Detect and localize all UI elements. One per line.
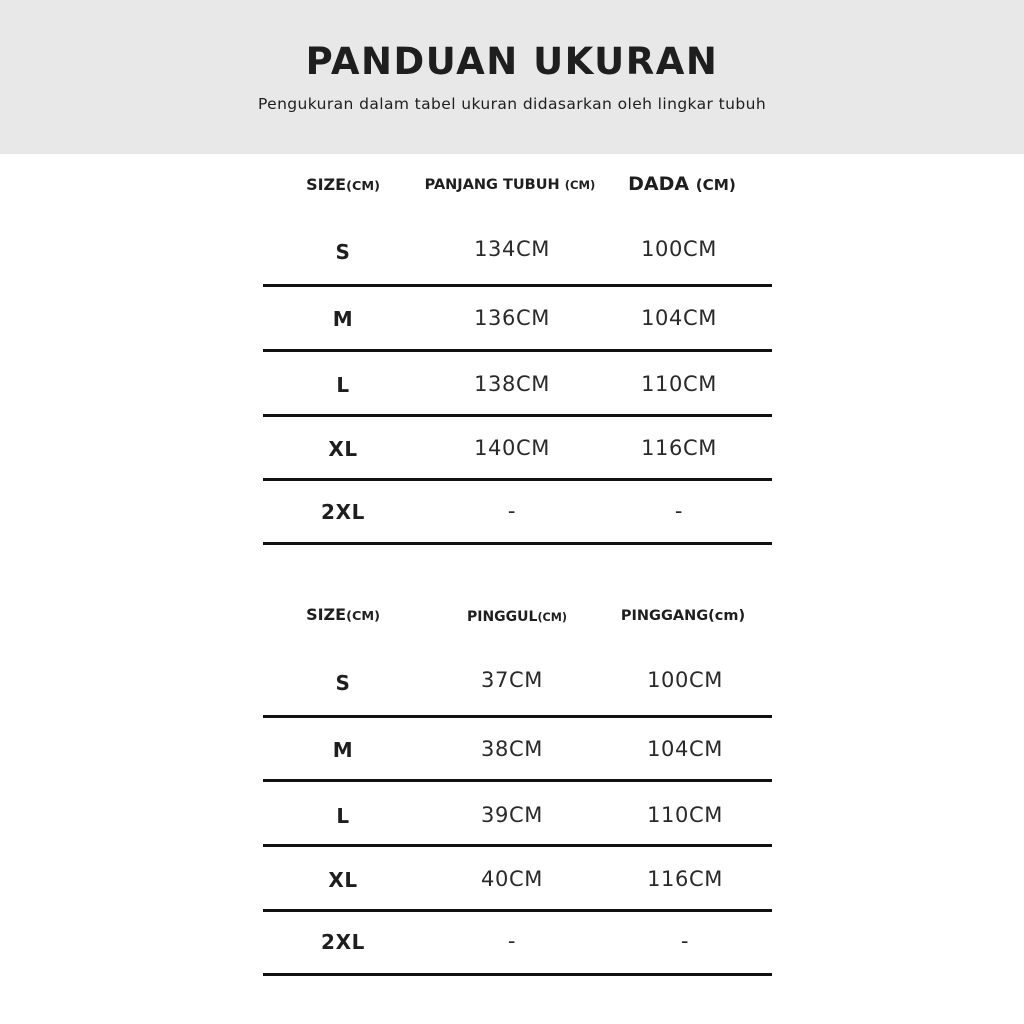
row-size: 2XL	[321, 500, 365, 524]
row-divider	[263, 909, 772, 912]
row-divider	[263, 715, 772, 718]
header-waist-label: PINGGANG	[620, 608, 709, 624]
row-size: L	[336, 804, 350, 828]
size-table-body-length-chest	[263, 160, 772, 550]
row-chest: -	[674, 499, 684, 523]
row-waist: 116CM	[647, 867, 723, 891]
row-divider	[263, 844, 772, 847]
header-waist	[621, 608, 745, 624]
row-size: XL	[328, 437, 358, 461]
row-waist: 110CM	[647, 803, 723, 827]
header-size	[306, 605, 380, 624]
page-subtitle: Pengukuran dalam tabel ukuran didasarkan oleh lingkar tubuh	[257, 95, 767, 113]
header-chest-label: DADA	[628, 173, 696, 195]
header-chest	[628, 173, 736, 195]
row-chest: 100CM	[641, 237, 717, 261]
row-hip: 37CM	[481, 668, 543, 692]
row-body-length: 140CM	[474, 436, 550, 460]
page-title: PANDUAN UKURAN	[305, 40, 719, 83]
row-hip: 38CM	[481, 737, 543, 761]
header-waist-unit: (cm)	[708, 608, 746, 624]
row-size: M	[332, 307, 354, 331]
row-divider	[263, 973, 772, 976]
row-hip: 39CM	[481, 803, 543, 827]
header-chest-unit: (CM)	[695, 176, 736, 194]
row-size: S	[335, 671, 351, 695]
row-waist: 100CM	[647, 668, 723, 692]
header-hip	[467, 609, 567, 625]
row-divider	[263, 284, 772, 287]
header-body-length	[425, 177, 596, 193]
header-size-label: SIZE	[306, 605, 347, 624]
header-size-label: SIZE	[306, 175, 347, 194]
row-body-length: 138CM	[474, 372, 550, 396]
row-divider	[263, 349, 772, 352]
header-body-length-label: PANJANG TUBUH	[424, 177, 565, 193]
row-divider	[263, 542, 772, 545]
size-table-hip-waist	[263, 590, 772, 980]
row-waist: -	[680, 929, 690, 953]
row-size: XL	[328, 868, 358, 892]
header-banner	[0, 0, 1024, 154]
header-hip-unit: (CM)	[537, 611, 568, 624]
row-size: L	[336, 373, 350, 397]
header-hip-label: PINGGUL	[466, 609, 538, 625]
row-size: S	[335, 240, 351, 264]
row-body-length: -	[507, 499, 517, 523]
row-chest: 110CM	[641, 372, 717, 396]
row-divider	[263, 414, 772, 417]
header-size-unit: (CM)	[346, 179, 380, 194]
row-chest: 104CM	[641, 306, 717, 330]
row-divider	[263, 779, 772, 782]
row-size: M	[332, 738, 354, 762]
header-body-length-unit: (CM)	[564, 178, 596, 192]
row-hip: -	[507, 929, 517, 953]
row-hip: 40CM	[481, 867, 543, 891]
row-waist: 104CM	[647, 737, 723, 761]
row-body-length: 134CM	[474, 237, 550, 261]
header-size-unit: (CM)	[346, 609, 380, 624]
row-divider	[263, 478, 772, 481]
row-chest: 116CM	[641, 436, 717, 460]
header-size	[306, 175, 380, 194]
row-size: 2XL	[321, 930, 365, 954]
row-body-length: 136CM	[474, 306, 550, 330]
